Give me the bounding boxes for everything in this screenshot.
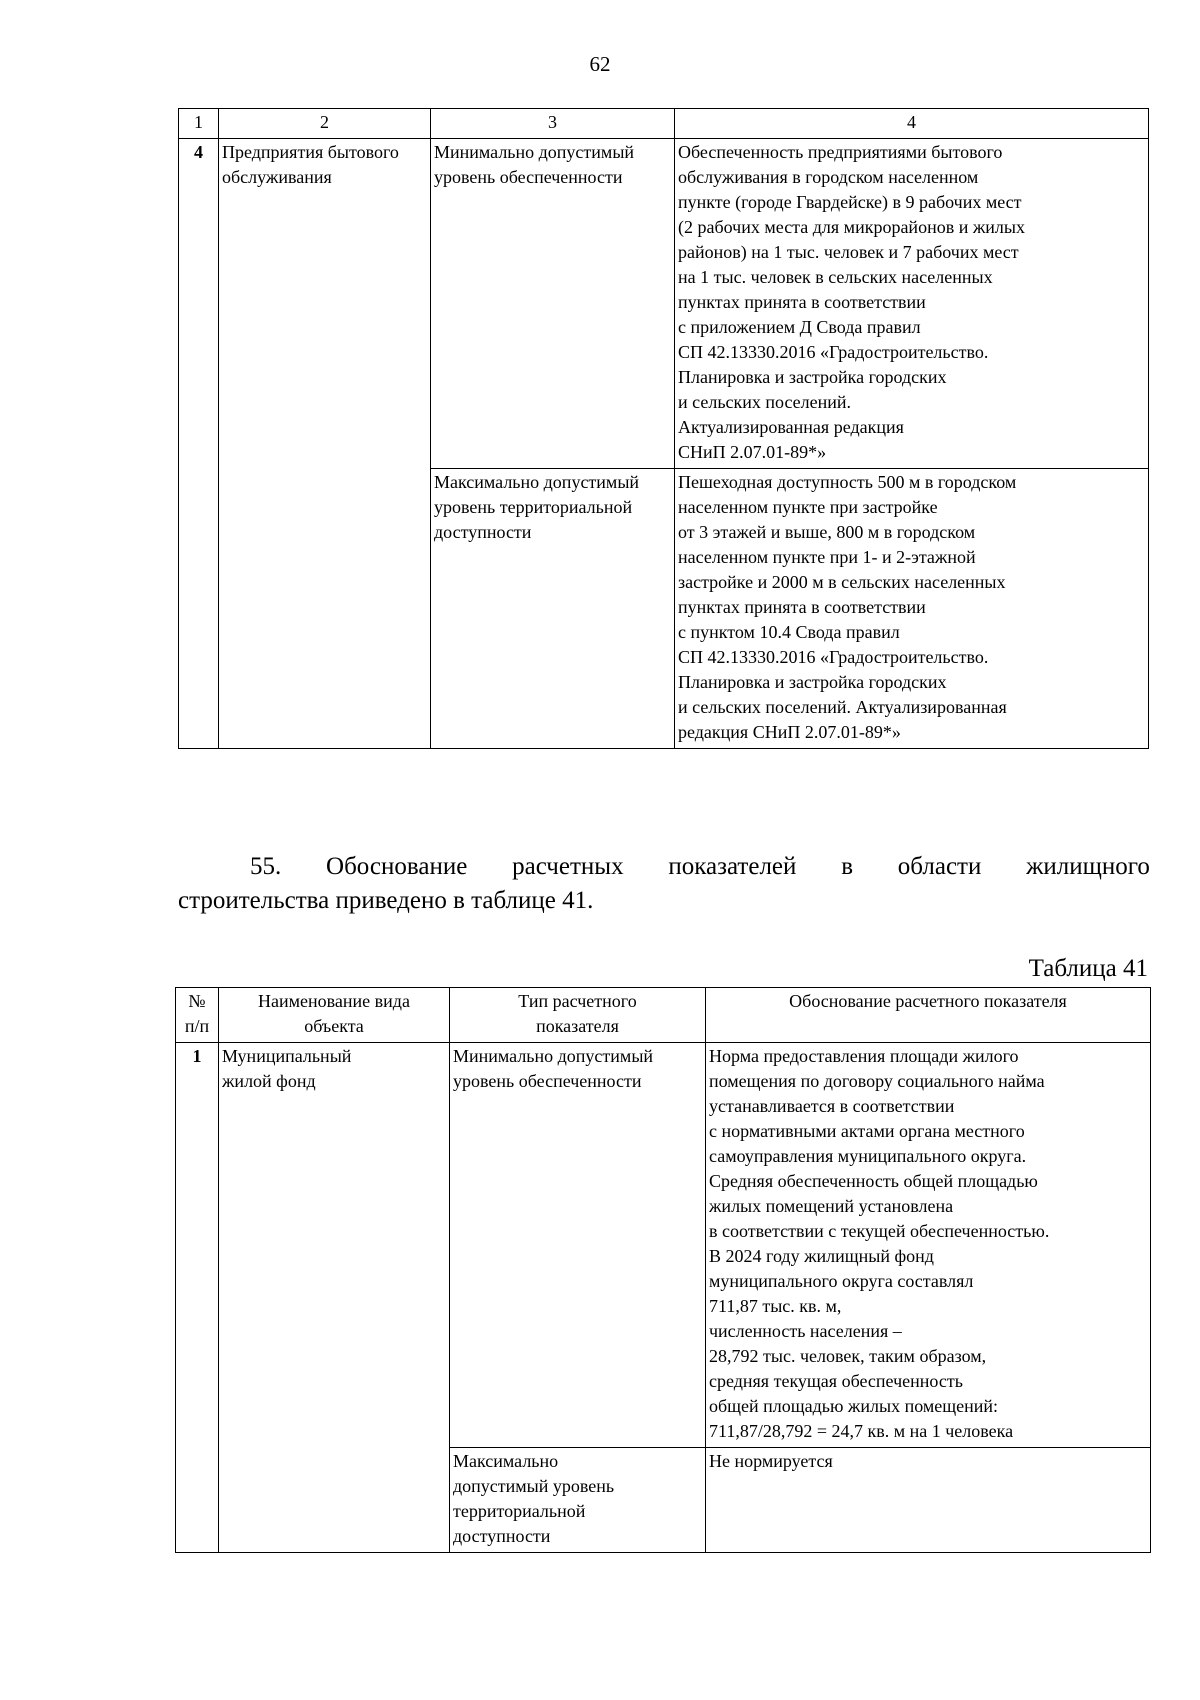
- row-number: 1: [176, 1043, 219, 1553]
- table-41: [175, 987, 1151, 1553]
- basis-cell: [706, 1043, 1151, 1448]
- continued-table: [178, 108, 1149, 749]
- word: 55.: [250, 853, 282, 880]
- cell-line: редакция СНиП 2.07.01-89*»: [678, 722, 901, 742]
- header-cell: [450, 988, 706, 1043]
- cell-line: Максимально допустимый: [434, 472, 640, 492]
- cell-line: показателя: [536, 1016, 619, 1036]
- cell-line: Средняя обеспеченность общей площадью: [709, 1171, 1038, 1191]
- cell-line: уровень обеспеченности: [434, 167, 623, 187]
- table-row: [179, 139, 1149, 469]
- indicator-type-cell: [431, 139, 675, 469]
- cell-line: населенном пункте при застройке: [678, 497, 938, 517]
- cell-line: обслуживания: [222, 167, 332, 187]
- cell-line: объекта: [304, 1016, 364, 1036]
- page-number: 62: [589, 52, 611, 76]
- cell-line: 28,792 тыс. человек, таким образом,: [709, 1346, 987, 1366]
- cell-line: Минимально допустимый: [453, 1046, 654, 1066]
- cell-line: Пешеходная доступность 500 м в городском: [678, 472, 1017, 492]
- cell-line: 711,87/28,792 = 24,7 кв. м на 1 человека: [709, 1421, 1014, 1441]
- cell-line: застройке и 2000 м в сельских населенных: [678, 572, 1006, 592]
- cell-line: помещения по договору социального найма: [709, 1071, 1045, 1091]
- cell-line: и сельских поселений. Актуализированная: [678, 697, 1007, 717]
- cell-line: муниципального округа составлял: [709, 1271, 974, 1291]
- header-cell: 2: [219, 109, 431, 139]
- cell-line: в соответствии с текущей обеспеченностью.: [709, 1221, 1050, 1241]
- cell-line: уровень обеспеченности: [453, 1071, 642, 1091]
- cell-line: пунктах принята в соответствии: [678, 292, 926, 312]
- cell-line: численность населения –: [709, 1321, 902, 1341]
- word: расчетных: [512, 853, 624, 880]
- cell-line: средняя текущая обеспеченность: [709, 1371, 963, 1391]
- basis-cell: [706, 1448, 1151, 1553]
- cell-line: районов) на 1 тыс. человек и 7 рабочих мест: [678, 242, 1019, 262]
- row-number: 4: [179, 139, 219, 749]
- cell-line: Не нормируется: [709, 1451, 833, 1471]
- word: показателей: [668, 853, 797, 880]
- cell-line: самоуправления муниципального округа.: [709, 1146, 1027, 1166]
- paragraph-line: строительства приведено в таблице 41.: [178, 887, 594, 914]
- cell-line: общей площадью жилых помещений:: [709, 1396, 998, 1416]
- header-cell: 1: [179, 109, 219, 139]
- cell-line: от 3 этажей и выше, 800 м в городском: [678, 522, 976, 542]
- table-header-row: [176, 988, 1151, 1043]
- cell-line: пунктах принята в соответствии: [678, 597, 926, 617]
- cell-line: с нормативными актами органа местного: [709, 1121, 1025, 1141]
- cell-line: жилой фонд: [222, 1071, 316, 1091]
- cell-line: устанавливается в соответствии: [709, 1096, 955, 1116]
- word: в: [841, 853, 853, 880]
- header-cell: 4: [675, 109, 1149, 139]
- table-row: [176, 1043, 1151, 1448]
- cell-line: Муниципальный: [222, 1046, 352, 1066]
- paragraph-55: [178, 850, 1150, 918]
- table-header-row: [179, 109, 1149, 139]
- cell-line: с приложением Д Свода правил: [678, 317, 921, 337]
- cell-line: пункте (городе Гвардейске) в 9 рабочих мест: [678, 192, 1022, 212]
- word: Обоснование: [326, 853, 468, 880]
- cell-line: доступности: [453, 1526, 551, 1546]
- basis-cell: [675, 139, 1149, 469]
- header-cell: [219, 988, 450, 1043]
- indicator-type-cell: [431, 469, 675, 749]
- cell-line: территориальной: [453, 1501, 586, 1521]
- word: жилищного: [1026, 853, 1150, 880]
- cell-line: допустимый уровень: [453, 1476, 615, 1496]
- indicator-type-cell: [450, 1043, 706, 1448]
- table-caption: Таблица 41: [1028, 955, 1148, 982]
- basis-cell: [675, 469, 1149, 749]
- indicator-type-cell: [450, 1448, 706, 1553]
- cell-line: Наименование вида: [258, 991, 410, 1011]
- header-cell: 3: [431, 109, 675, 139]
- word: области: [897, 853, 982, 880]
- cell-line: СНиП 2.07.01-89*»: [678, 442, 827, 462]
- cell-line: с пунктом 10.4 Свода правил: [678, 622, 900, 642]
- cell-line: (2 рабочих места для микрорайонов и жилых: [678, 217, 1025, 237]
- cell-line: В 2024 году жилищный фонд: [709, 1246, 934, 1266]
- cell-line: Предприятия бытового: [222, 142, 399, 162]
- cell-line: Минимально допустимый: [434, 142, 635, 162]
- cell-line: СП 42.13330.2016 «Градостроительство.: [678, 647, 989, 667]
- cell-line: Планировка и застройка городских: [678, 672, 947, 692]
- cell-line: обслуживания в городском населенном: [678, 167, 979, 187]
- paragraph-line: [178, 850, 1150, 884]
- cell-line: СП 42.13330.2016 «Градостроительство.: [678, 342, 989, 362]
- cell-line: на 1 тыс. человек в сельских населенных: [678, 267, 993, 287]
- cell-line: Норма предоставления площади жилого: [709, 1046, 1019, 1066]
- header-cell: Обоснование расчетного показателя: [706, 988, 1151, 1043]
- object-name-cell: [219, 139, 431, 749]
- cell-line: Максимально: [453, 1451, 559, 1471]
- cell-line: и сельских поселений.: [678, 392, 852, 412]
- cell-line: населенном пункте при 1- и 2-этажной: [678, 547, 976, 567]
- cell-line: Актуализированная редакция: [678, 417, 904, 437]
- cell-line: №: [188, 991, 206, 1011]
- header-cell: [176, 988, 219, 1043]
- cell-line: Тип расчетного: [518, 991, 637, 1011]
- cell-line: доступности: [434, 522, 532, 542]
- cell-line: п/п: [184, 1016, 210, 1036]
- cell-line: Планировка и застройка городских: [678, 367, 947, 387]
- cell-line: Обеспеченность предприятиями бытового: [678, 142, 1003, 162]
- cell-line: 711,87 тыс. кв. м,: [709, 1296, 842, 1316]
- cell-line: уровень территориальной: [434, 497, 633, 517]
- cell-line: жилых помещений установлена: [709, 1196, 954, 1216]
- object-name-cell: [219, 1043, 450, 1553]
